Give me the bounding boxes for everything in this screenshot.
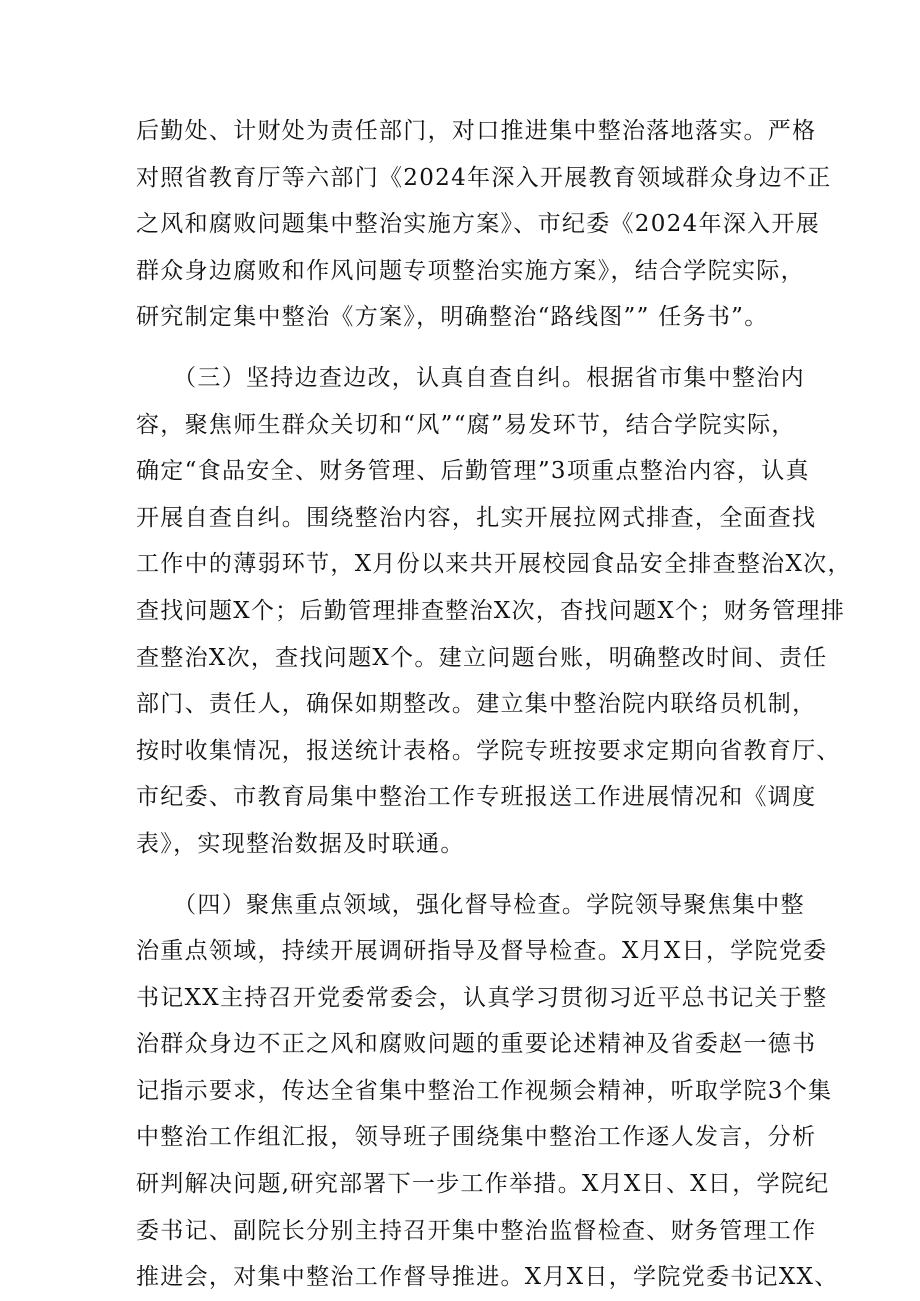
text-line: 群众身边腐败和作风问题专项整治实施方案》，结合学院实际，	[136, 257, 805, 284]
text-line: 中整治工作组汇报，领导班子围绕集中整治工作逐人发言，分析	[136, 1124, 817, 1151]
text-line: 表》，实现整治数据及时联通。	[136, 830, 465, 857]
text-line: 治重点领域，持续开展调研指导及督导检查。X月X日，学院党委	[136, 938, 828, 965]
text-line: 委书记、副院长分别主持召开集中整治监督检查、财务管理工作	[136, 1217, 817, 1244]
text-line: 治群众身边不正之风和腐败问题的重要论述精神及省委赵一德书	[136, 1031, 817, 1058]
text-line: 查整治X次，查找问题X个。建立问题台账，明确整改时间、责任	[136, 644, 828, 671]
text-line: 记指示要求，传达全省集中整治工作视频会精神，听取学院3个集	[136, 1077, 833, 1104]
paragraph-spacer	[136, 341, 796, 355]
text-line: 工作中的薄弱环节，X月份以来共开展校园食品安全排查整治X次，	[136, 551, 852, 578]
text-line: 对照省教育厅等六部门《2024年深入开展教育领域群众身边不正	[136, 164, 832, 191]
text-line: 推进会，对集中整治工作督导推进。X月X日，学院党委书记XX、	[136, 1264, 839, 1291]
text-line: 后勤处、计财处为责任部门，对口推进集中整治落地落实。严格	[136, 118, 817, 144]
paragraph	[136, 882, 839, 1301]
text-line: 查找问题X个；后勤管理排查整治X次，杳找问题X个；财务管理排	[136, 597, 846, 624]
text-line: 按时收集情况，报送统计表格。学院专班按要求定期向省教育厅、	[136, 737, 841, 764]
text-line: 书记XX主持召开党委常委会，认真学习贯彻习近平总书记关于整	[136, 984, 828, 1011]
text-line: 开展自查自纠。围绕整治内容，扎实开展拉网式排查，全面查找	[136, 504, 817, 531]
text-line: 研究制定集中整治《方案》，明确整治“路线图”” 任务书”。	[136, 304, 769, 331]
text-line: 研判解决问题,研究部署下一步工作举措。X月X日、X日，学院纪	[136, 1171, 830, 1198]
text-line: 确定“食品安全、财务管理、后勤管理”3项重点整治内容，认真	[136, 458, 810, 485]
text-line: 市纪委、市教育局集中整治工作专班报送工作进展情况和《调度	[136, 784, 817, 811]
text-line: 容，聚焦师生群众关切和“风”“腐”易发环节，结合学院实际，	[136, 411, 796, 438]
text-line: （三）坚持边查边改，认真自查自纠。根据省市集中整治内	[136, 364, 805, 391]
paragraph	[136, 108, 832, 341]
text-line: 之风和腐败问题集中整治实施方案》、市纪委《2024年深入开展	[136, 211, 821, 238]
document-body	[136, 108, 852, 1301]
paragraph	[136, 355, 852, 868]
paragraph-spacer	[136, 868, 796, 882]
text-line: 部门、责任人，确保如期整改。建立集中整治院内联络员机制，	[136, 691, 817, 718]
text-line: （四）聚焦重点领域，强化督导检查。学院领导聚焦集中整	[136, 891, 805, 918]
